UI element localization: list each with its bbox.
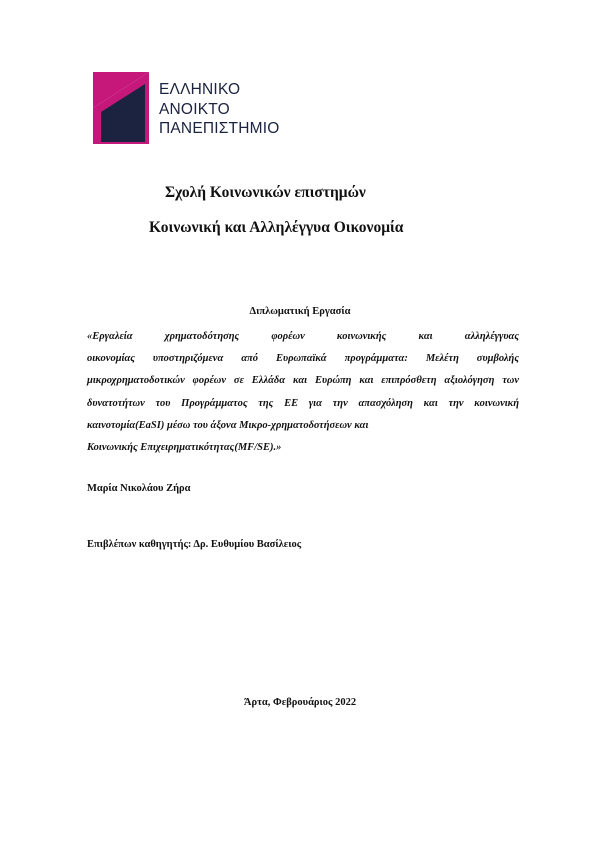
thesis-type-label: Διπλωματική Εργασία — [249, 306, 351, 317]
thesis-title — [87, 326, 519, 459]
title-line: δυνατοτήτων του Προγράμματος της ΕΕ για την απασχόληση και την κοινωνική — [87, 397, 519, 409]
logo-line-1: ΕΛΛΗΝΙΚΟ — [159, 81, 241, 98]
logo-wordmark — [159, 80, 279, 139]
university-logo — [93, 72, 283, 144]
logo-line-3: ΠΑΝΕΠΙΣΤΗΜΙΟ — [159, 120, 280, 137]
place-and-date: Άρτα, Φεβρουάριος 2022 — [243, 697, 357, 708]
title-line: οικονομίας υποστηριζόμενα από Ευρωπαϊκά προγράμματα: Μελέτη συμβολής — [87, 353, 519, 365]
school-name: Σχολή Κοινωνικών επιστημών — [165, 184, 366, 201]
supervisor-line: Επιβλέπων καθηγητής: Δρ. Ευθυμίου Βασίλειος — [87, 539, 302, 550]
title-line: «Εργαλεία χρηματοδότησης φορέων κοινωνικής και αλληλέγγυας — [87, 331, 519, 342]
title-line: καινοτομία(EaSI) μέσω του άξονα Μικρο-χρηματοδοτήσεων και — [87, 419, 369, 431]
logo-line-2: ΑΝΟΙΚΤΟ — [159, 100, 230, 118]
title-line: μικροχρηματοδοτικών φορέων σε Ελλάδα και Ευρώπη και επιπρόσθετη αξιολόγηση των — [87, 375, 519, 387]
author-name: Μαρία Νικολάου Ζήρα — [87, 483, 191, 494]
logo-emblem-icon — [93, 72, 155, 144]
program-name: Κοινωνική και Αλληλέγγυα Οικονομία — [149, 219, 404, 236]
title-line: Κοινωνικής Επιχειρηματικότητας(MF/SE).» — [87, 442, 282, 454]
